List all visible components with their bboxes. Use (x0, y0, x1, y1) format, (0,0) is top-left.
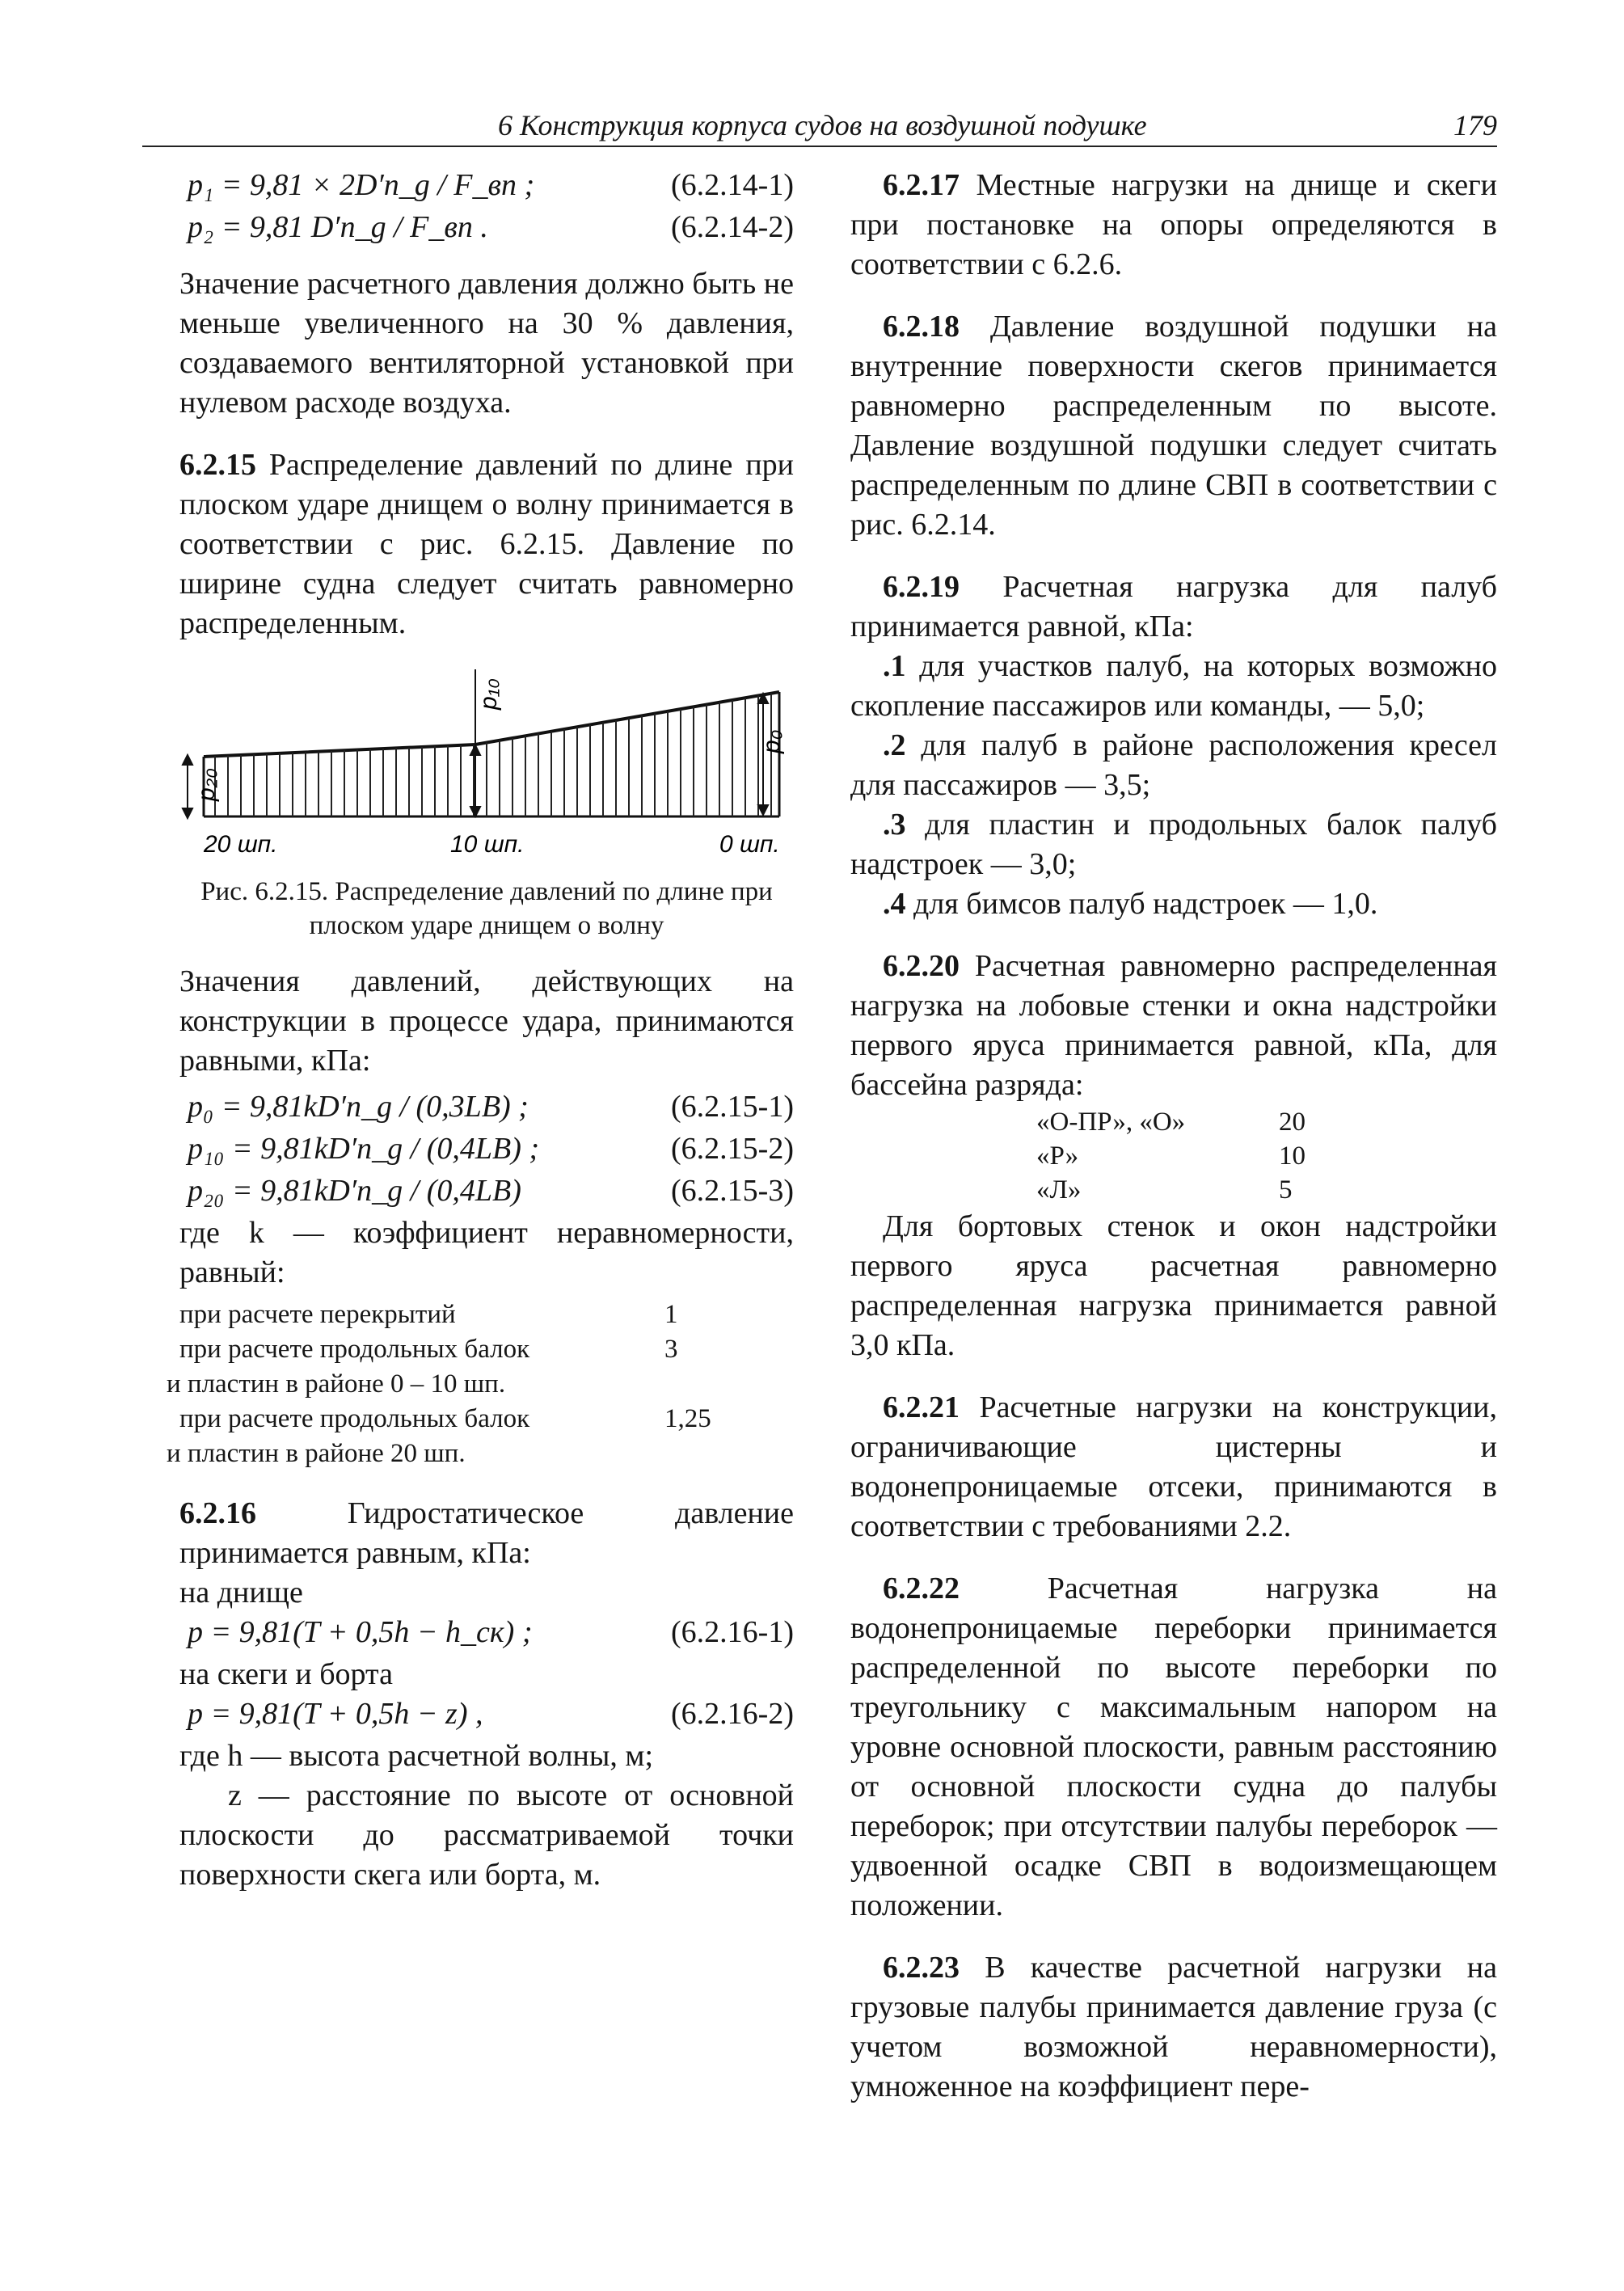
k-label: и пластин в районе 20 шп. (167, 1439, 466, 1468)
formula-number: (6.2.14-1) (671, 168, 794, 202)
paragraph: Значение расчетного давления должно быть не меньше увеличенного на 30 % давления, создаваемого вентиляторной установкой при нулевом расходе воздуха. (179, 267, 794, 420)
section-text: Давление воздушной подушки на внутренние поверхности скегов принимается равномерно распределенным по высоте. Давление воздушной подушки следует считать распределенным по длине СВП в соответствии с рис. 6.2.14. (850, 310, 1497, 542)
section-6-2-23 (850, 1948, 1497, 2107)
section-text: Расчетные нагрузки на конструкции, ограничивающие цистерны и водонепроницаемые отсеки, принимаются в соответствии с требованиями 2.2. (850, 1390, 1497, 1543)
section-6-2-20 (850, 947, 1497, 1105)
paragraph: Значения давлений, действующих на конструкции в процессе удара, принимаются равными, кПа: (179, 964, 794, 1078)
formula-6-2-15-1 (179, 1087, 794, 1129)
list-item: .4 для бимсов палуб надстроек — 1,0. (883, 887, 1378, 921)
left-column (167, 166, 794, 1895)
figure-caption: Рис. 6.2.15. Распределение давлений по длине при плоском ударе днищем о волну (200, 877, 773, 940)
basin-table: «О-ПР», «О» 20 «Р» 10 «Л» 5 (1036, 1108, 1306, 1205)
label-20-frames: 20 шп. (204, 831, 278, 858)
header-title: 6 Конструкция корпуса судов на воздушной подушке (498, 109, 1147, 141)
section-number: 6.2.17 (883, 168, 960, 202)
section-6-2-15 (179, 445, 794, 643)
formula-number: (6.2.16-1) (671, 1615, 794, 1649)
where-h: где h — высота расчетной волны, м; (179, 1739, 654, 1773)
section-number: 6.2.18 (883, 310, 960, 344)
section-6-2-18 (850, 307, 1497, 545)
section-number: 6.2.22 (883, 1572, 960, 1605)
section-text: Местные нагрузки на днище и скеги при постановке на опоры определяются в соответствии с 6.2.6. (850, 168, 1498, 281)
k-label: при расчете продольных балок (179, 1404, 530, 1433)
paragraph: Для бортовых стенок и окон надстройки первого яруса расчетная равномерно распределенная нагрузка принимается равной 3,0 кПа. (850, 1209, 1497, 1362)
list-item: .3 для пластин и продольных балок палуб надстроек — 3,0; (850, 808, 1497, 881)
where-z: z — расстояние по высоте от основной плоскости до рассматриваемой точки поверхности скега или борта, м. (179, 1778, 794, 1892)
k-value (664, 1437, 745, 1471)
section-6-2-19 (850, 567, 1497, 647)
k-label: при расчете продольных балок (179, 1335, 530, 1364)
formula-number: (6.2.16-2) (671, 1697, 794, 1731)
section-text: Распределение давлений по длине при плоском ударе днищем о волну принимается в соответствии с рис. 6.2.15. Давление по ширине судна следует считать равномерно распределенным. (179, 448, 794, 640)
section-6-2-16 (179, 1494, 794, 1573)
formula-expression: p₁₀ = 9,81kD′n_g / (0,4LB) ; (188, 1132, 540, 1166)
formula-expression: p₀ = 9,81kD′n_g / (0,3LB) ; (188, 1090, 529, 1124)
formula-expression: p = 9,81(T + 0,5h − h_ск) ; (188, 1615, 533, 1649)
formula-6-2-14-1 (179, 166, 794, 208)
k-value (664, 1367, 745, 1402)
label-p20: p₂₀ (193, 768, 220, 801)
k-value: 1,25 (664, 1404, 711, 1433)
formula-6-2-16-2 (179, 1694, 794, 1736)
formula-expression: p₂ = 9,81 D′n_g / F_вп . (188, 210, 488, 244)
formula-expression: p₂₀ = 9,81kD′n_g / (0,4LB) (188, 1174, 521, 1208)
formula-6-2-14-2 (179, 208, 794, 250)
page-number: 179 (1453, 109, 1497, 141)
section-6-2-21 (850, 1388, 1497, 1546)
section-6-2-22 (850, 1569, 1497, 1926)
section-text: Расчетная нагрузка на водонепроницаемые переборки принимается распределенной по высоте переборки по треугольнику с максимальным напором на уровне основной плоскости, равным расстоянию от основной плоскости судна до палубы переборок; при отсутствии палубы переборок — удвоенной осадке СВП в водоизмещающем положении. (850, 1572, 1498, 1922)
section-number: 6.2.15 (179, 448, 256, 482)
formula-number: (6.2.15-3) (671, 1174, 794, 1208)
section-text: Расчетная нагрузка для палуб принимается равной, кПа: (850, 570, 1498, 643)
formula-expression: p = 9,81(T + 0,5h − z) , (188, 1697, 483, 1731)
section-text: Расчетная равномерно распределенная нагрузка на лобовые стенки и окна надстройки первого яруса принимается равной, кПа, для бассейна разряда: (850, 949, 1497, 1102)
k-table (167, 1297, 794, 1471)
section-number: 6.2.20 (883, 949, 960, 983)
formula-number: (6.2.15-1) (671, 1090, 794, 1124)
formula-6-2-15-2 (179, 1129, 794, 1171)
label-skegs: на скеги и борта (179, 1657, 393, 1691)
formula-number: (6.2.14-2) (671, 210, 794, 244)
section-number: 6.2.19 (883, 570, 960, 604)
list-item: .2 для палуб в районе расположения кресел для пассажиров — 3,5; (850, 728, 1497, 802)
section-number: 6.2.16 (179, 1496, 256, 1530)
k-label: и пластин в районе 0 – 10 шп. (167, 1369, 506, 1399)
list-item: .1 для участков палуб, на которых возможно скопление пассажиров или команды, — 5,0; (850, 649, 1498, 723)
k-value: 3 (664, 1335, 678, 1364)
section-6-2-17 (850, 166, 1497, 285)
section-text: Гидростатическое давление принимается равным, кПа: (179, 1496, 794, 1570)
right-column (850, 166, 1497, 2107)
formula-6-2-15-3 (179, 1171, 794, 1213)
k-label: при расчете перекрытий (179, 1300, 456, 1329)
running-header (142, 103, 1497, 147)
section-text: В качестве расчетной нагрузки на грузовые палубы принимается давление груза (с учетом возможной неравномерности), умноженное на коэффициент пере- (850, 1951, 1497, 2103)
formula-6-2-16-1 (179, 1613, 794, 1655)
section-number: 6.2.21 (883, 1390, 960, 1424)
label-0-frames: 0 шп. (719, 831, 780, 858)
label-bottom: на днище (179, 1576, 303, 1610)
formula-number: (6.2.15-2) (671, 1132, 794, 1166)
figure-hatching (215, 694, 771, 816)
formula-expression: p₁ = 9,81 × 2D′n_g / F_вп ; (188, 168, 535, 202)
label-p0: p₀ (758, 729, 785, 753)
where-k: где k — коэффициент неравномерности, равный: (179, 1216, 794, 1289)
k-value: 1 (664, 1300, 678, 1329)
label-10-frames: 10 шп. (450, 831, 525, 858)
section-number: 6.2.23 (883, 1951, 960, 1985)
label-p10: p₁₀ (475, 678, 502, 710)
figure-6-2-15 (179, 669, 794, 863)
